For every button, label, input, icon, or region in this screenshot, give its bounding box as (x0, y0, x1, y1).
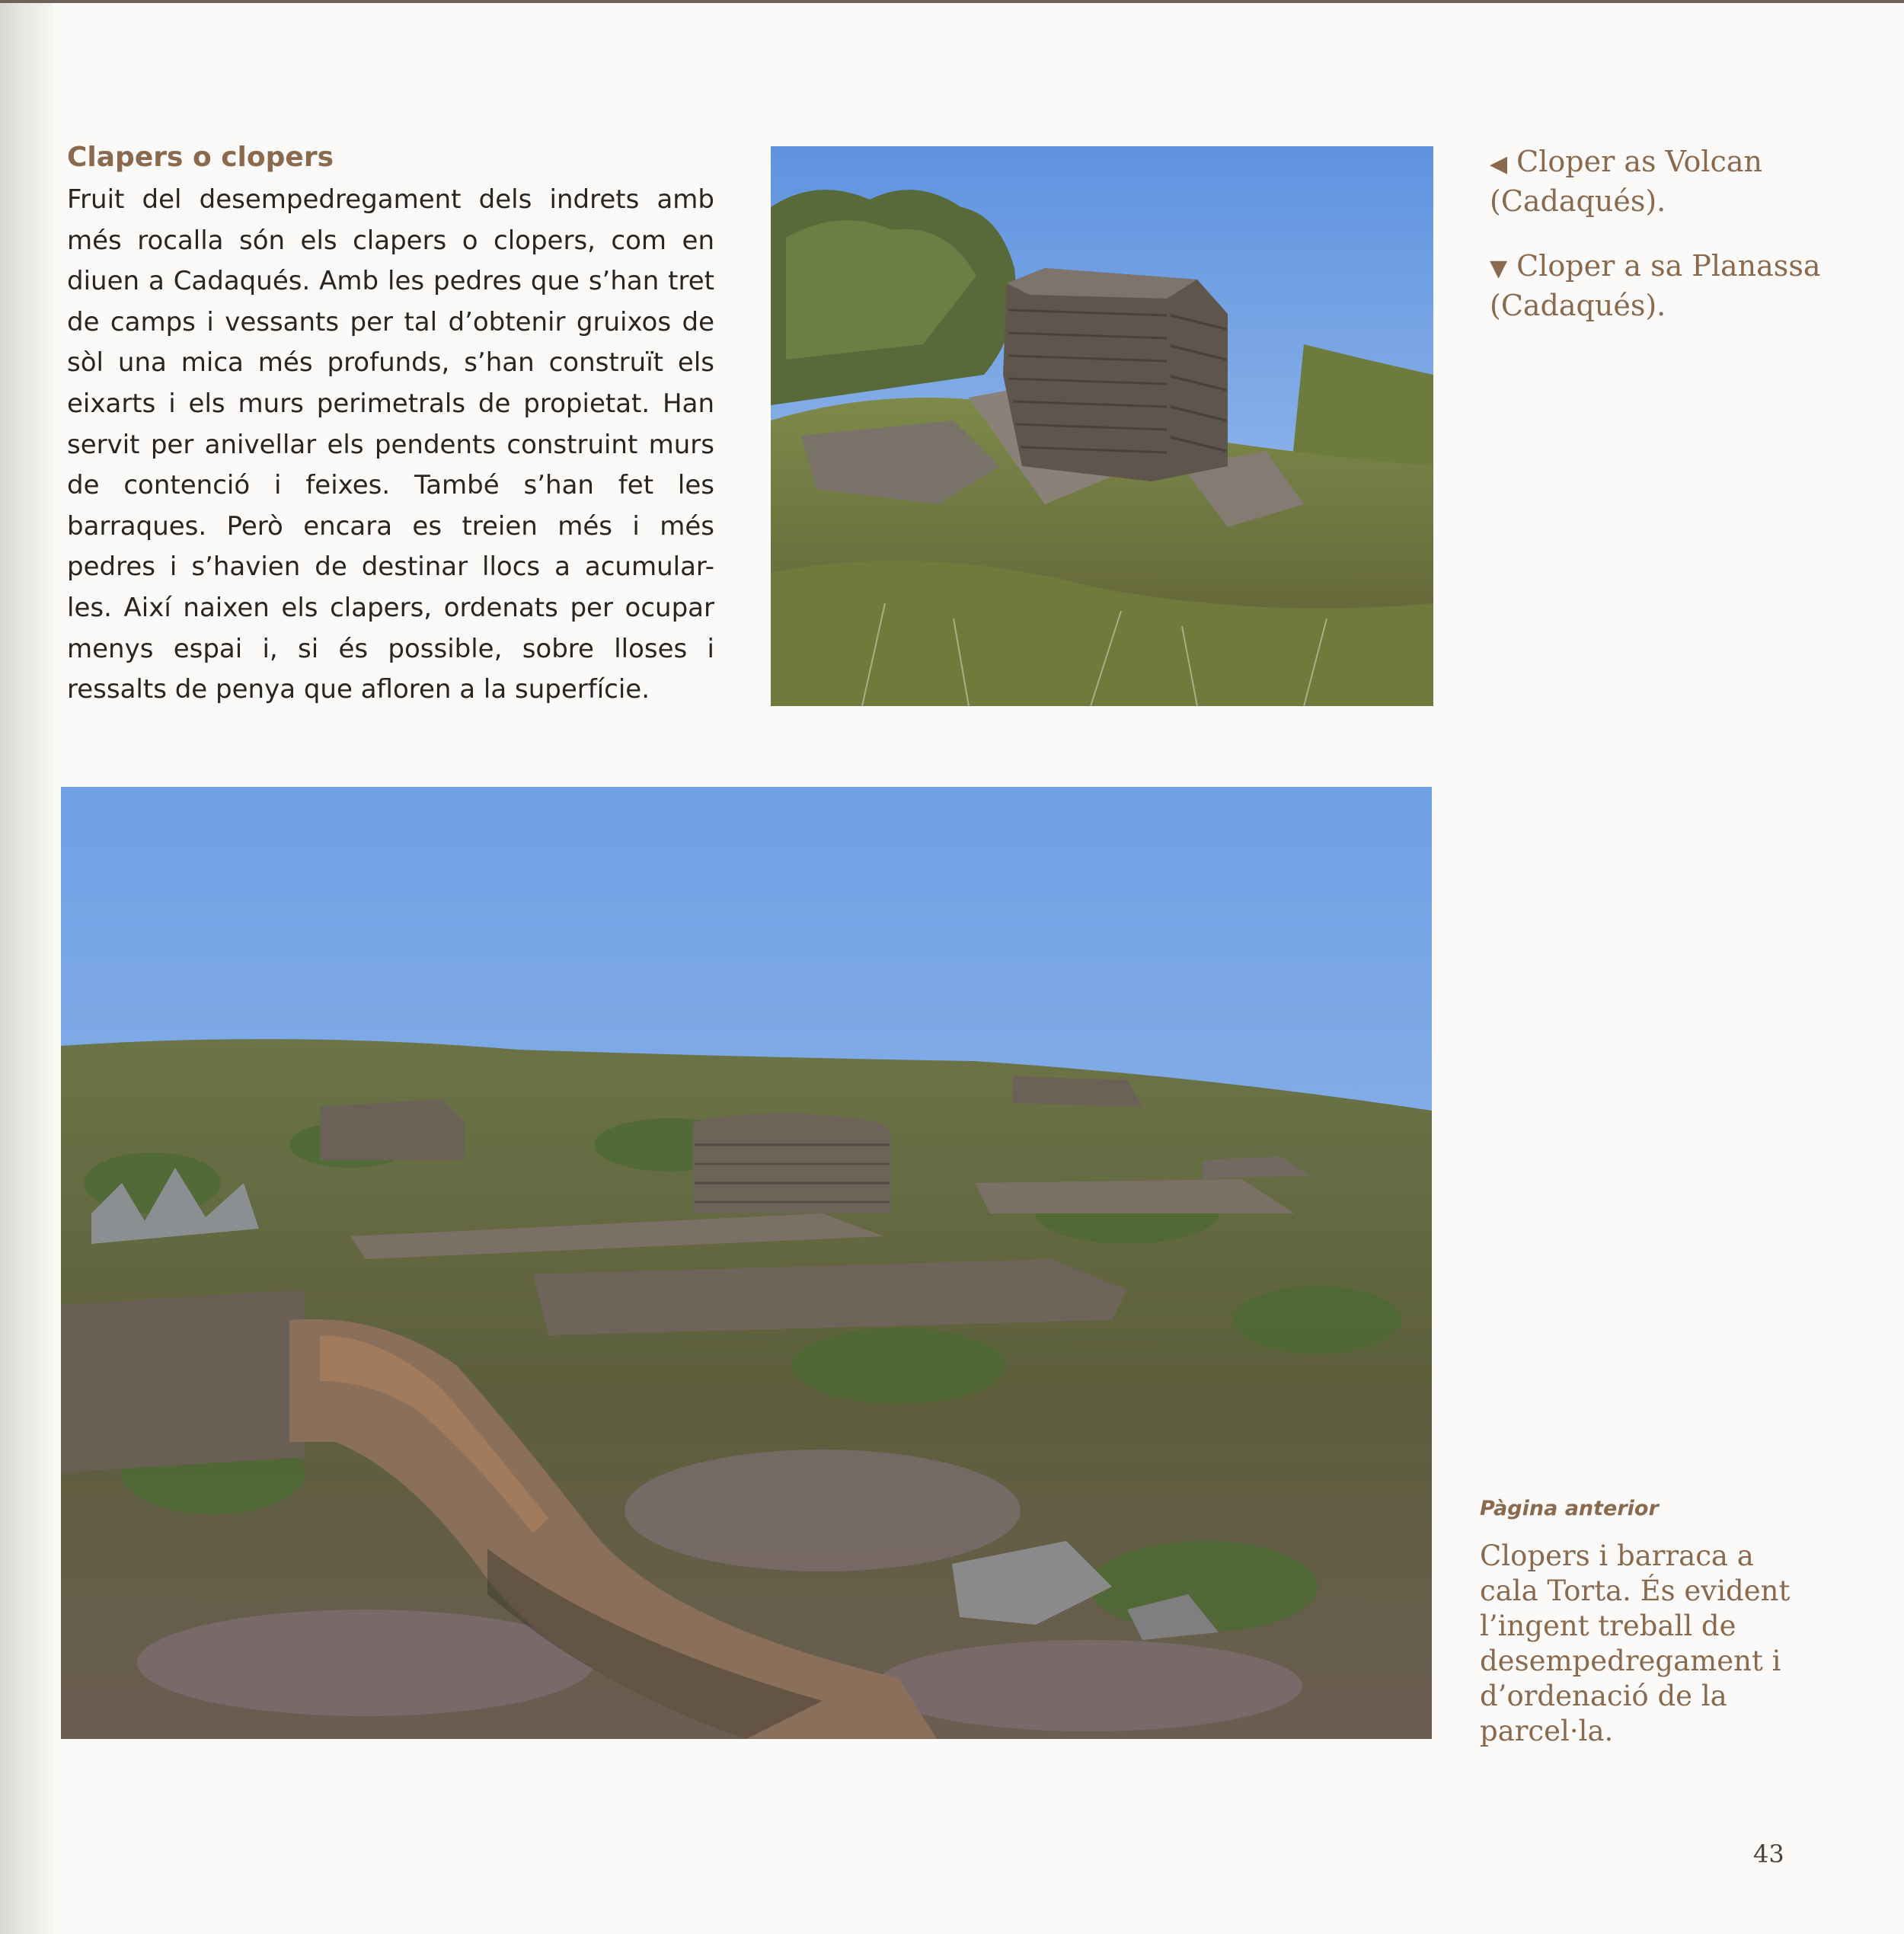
caption-top-photo (1490, 143, 1840, 219)
book-spine-shadow (0, 0, 53, 1934)
arrow-left-icon: ◀ (1490, 151, 1508, 177)
section-body-text: Fruit del desempedregament dels indrets amb més rocalla són els clapers o clopers, com en diuen a Cadaqués. Amb les pedres que s’han tret de camps i vessants per tal d’obtenir gruixos de sòl una mica més profunds, s’han construït els eixarts i els murs perimetrals de propietat. Han servit per anivellar els pendents construint murs de contenció i feixes. També s’han fet les barraques. Però encara es treien més i més pedres i s’havien de destinar llocs a acumular-les. Així naixen els clapers, ordenats per ocupar menys espai i, si és possible, sobre lloses i ressalts de penya que afloren a la superfície. (67, 184, 714, 705)
caption-bottom-text: Cloper a sa Planassa (Cadaqués). (1490, 249, 1821, 322)
page-number: 43 (1753, 1840, 1784, 1868)
previous-page-caption: Clopers i barraca a cala Torta. És evident l’ingent treball de desempedregament i d’ordenació de la parcel·la. (1480, 1539, 1791, 1747)
caption-bottom-photo (1490, 248, 1840, 324)
previous-page-label: Pàgina anterior (1480, 1497, 1659, 1520)
photo-cloper-a-sa-planassa (61, 787, 1432, 1739)
caption-top-text: Cloper as Volcan (Cadaqués). (1490, 145, 1762, 218)
page-top-edge (0, 0, 1904, 3)
photo-cloper-as-volcan (771, 146, 1433, 706)
arrow-down-icon: ▼ (1490, 255, 1508, 282)
section-heading: Clapers o clopers (67, 142, 334, 173)
